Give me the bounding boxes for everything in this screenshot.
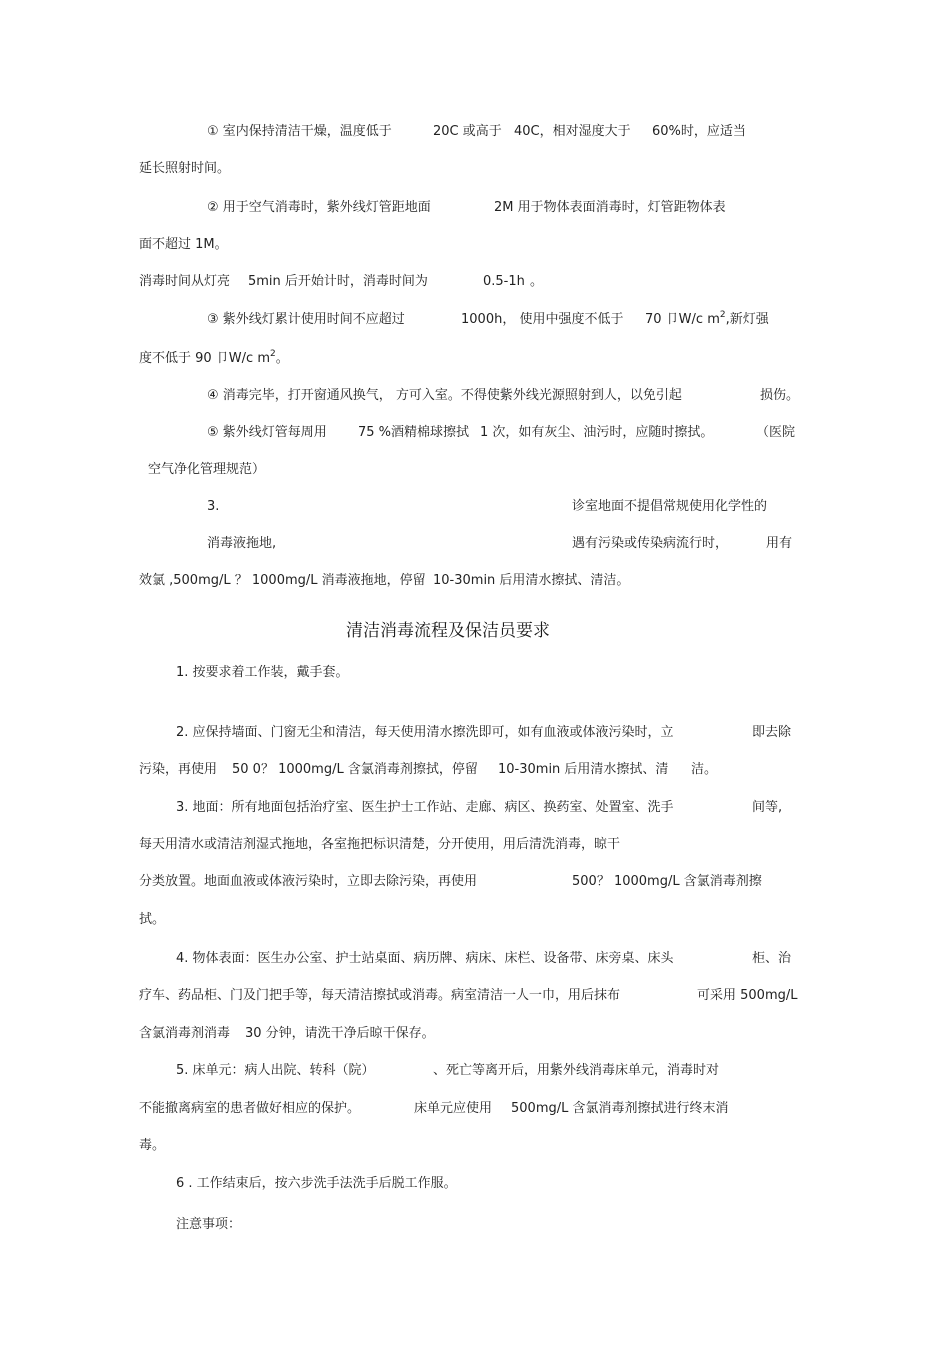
rule-4-line2-a: 疗车、药品柜、门及门把手等，每天清洁擦拭或消毒。病室清洁一人一巾，用后抹布 xyxy=(139,988,621,1003)
item2-part-b: 2M 用于物体表面消毒时，灯管距物体表 xyxy=(494,200,726,215)
item6-line2-a: 消毒液拖地, xyxy=(207,536,277,551)
section-title: 清洁消毒流程及保洁员要求 xyxy=(346,621,550,641)
timing-part-c: 0.5-1h xyxy=(483,274,525,289)
item6-line2-b: 遇有污染或传染病流行时， xyxy=(572,536,729,551)
item5-part-a: ⑤ 紫外线灯管每周用 xyxy=(207,425,327,440)
item3-continuation xyxy=(139,351,289,367)
item3-cont-text: 度不低于 90 卩W/c m xyxy=(139,351,270,366)
rule-5-part-a: 5. 床单元：病人出院、转科（院） xyxy=(176,1063,375,1078)
item3-cont-sup: 2 xyxy=(269,349,276,359)
rule-3-line3-b: 500？ 1000mg/L 含氯消毒剂擦 xyxy=(572,874,762,889)
rule-3-part-b: 间等, xyxy=(752,800,783,815)
rule-4-part-a: 4. 物体表面：医生办公室、护士站桌面、病历牌、病床、床栏、设备带、床旁桌、床头 xyxy=(176,951,674,966)
item3-intensity-sup: 2 xyxy=(719,310,726,320)
rule-4-line3-a: 含氯消毒剂消毒 xyxy=(139,1026,231,1041)
item5-part-b: 75 %酒精棉球擦拭 xyxy=(358,425,470,440)
notes-heading: 注意事项： xyxy=(176,1217,242,1232)
item1-part-a: ① 室内保持清洁干燥，温度低于 xyxy=(207,124,392,139)
item3-part-d: ,新灯强 xyxy=(725,312,769,327)
timing-part-d: 。 xyxy=(530,274,544,289)
rule-5-line3: 毒。 xyxy=(139,1138,166,1153)
item3-intensity-value: 70 卩W/c m xyxy=(645,312,720,327)
item6-line2-c: 用有 xyxy=(766,536,793,551)
rule-5-part-b: 、死亡等离开后，用紫外线消毒床单元，消毒时对 xyxy=(433,1063,720,1078)
rule-2-line2-c: 10-30min 后用清水擦拭、清 xyxy=(498,762,669,777)
rule-5-line2-c: 500mg/L 含氯消毒剂擦拭进行终末消 xyxy=(511,1101,729,1116)
rule-4-line2-b: 可采用 500mg/L xyxy=(697,988,798,1003)
rule-3-part-a: 3. 地面：所有地面包括治疗室、医生护士工作站、走廊、病区、换药室、处置室、洗手 xyxy=(176,800,674,815)
item2-continuation: 面不超过 1M。 xyxy=(139,237,228,252)
rule-3-line2: 每天用清水或清洁剂湿式拖地，各室拖把标识清楚，分开使用，用后清洗消毒，晾干 xyxy=(139,837,621,852)
item3-intensity xyxy=(645,312,769,328)
item3-part-b: 1000h， 使用中强度不低于 xyxy=(461,312,624,327)
timing-part-a: 消毒时间从灯亮 xyxy=(139,274,231,289)
item2-part-a: ② 用于空气消毒时，紫外线灯管距地面 xyxy=(207,200,431,215)
item6-line3-a: 效氯 ,500mg/L ？ 1000mg/L 消毒液拖地，停留 xyxy=(139,573,426,588)
item1-continuation: 延长照射时间。 xyxy=(139,161,231,176)
item5-part-c: 1 次，如有灰尘、油污时，应随时擦拭。 xyxy=(480,425,714,440)
item6-line3-b: 10-30min 后用清水擦拭、清洁。 xyxy=(433,573,630,588)
rule-2-line2-b: 50 0？ 1000mg/L 含氯消毒剂擦拭，停留 xyxy=(232,762,478,777)
item6-right: 诊室地面不提倡常规使用化学性的 xyxy=(572,499,768,514)
timing-part-b: 5min 后开始计时，消毒时间为 xyxy=(248,274,428,289)
item3-part-a: ③ 紫外线灯累计使用时间不应超过 xyxy=(207,312,405,327)
item1-part-b: 20C 或高于 xyxy=(433,124,502,139)
item5-part-d: （医院 xyxy=(756,425,796,440)
rule-5-line2-b: 床单元应使用 xyxy=(414,1101,493,1116)
rule-6: 6 . 工作结束后，按六步洗手法洗手后脱工作服。 xyxy=(176,1176,457,1191)
item4-part-a: ④ 消毒完毕，打开窗通风换气， 方可入室。不得使紫外线光源照射到人，以免引起 xyxy=(207,388,682,403)
rule-4-part-b: 柜、治 xyxy=(752,951,792,966)
item1-part-d: 60%时，应适当 xyxy=(652,124,746,139)
rule-1: 1. 按要求着工作装，戴手套。 xyxy=(176,665,349,680)
rule-3-line4: 拭。 xyxy=(139,912,166,927)
item6-number: 3. xyxy=(207,499,220,514)
rule-2-part-a: 2. 应保持墙面、门窗无尘和清洁，每天使用清水擦洗即可，如有血液或体液污染时，立 xyxy=(176,725,674,740)
rule-3-line3-a: 分类放置。地面血液或体液污染时，立即去除污染，再使用 xyxy=(139,874,478,889)
rule-2-part-b: 即去除 xyxy=(752,725,792,740)
rule-4-line3-b: 30 分钟，请洗干净后晾干保存。 xyxy=(245,1026,435,1041)
rule-2-line2-d: 洁。 xyxy=(691,762,718,777)
item3-cont-end: 。 xyxy=(275,351,289,366)
item4-part-b: 损伤。 xyxy=(760,388,800,403)
rule-2-line2-a: 污染，再使用 xyxy=(139,762,218,777)
item1-part-c: 40C，相对湿度大于 xyxy=(514,124,631,139)
rule-5-line2-a: 不能撤离病室的患者做好相应的保护。 xyxy=(139,1101,361,1116)
item5-continuation: 空气净化管理规范） xyxy=(148,462,266,477)
